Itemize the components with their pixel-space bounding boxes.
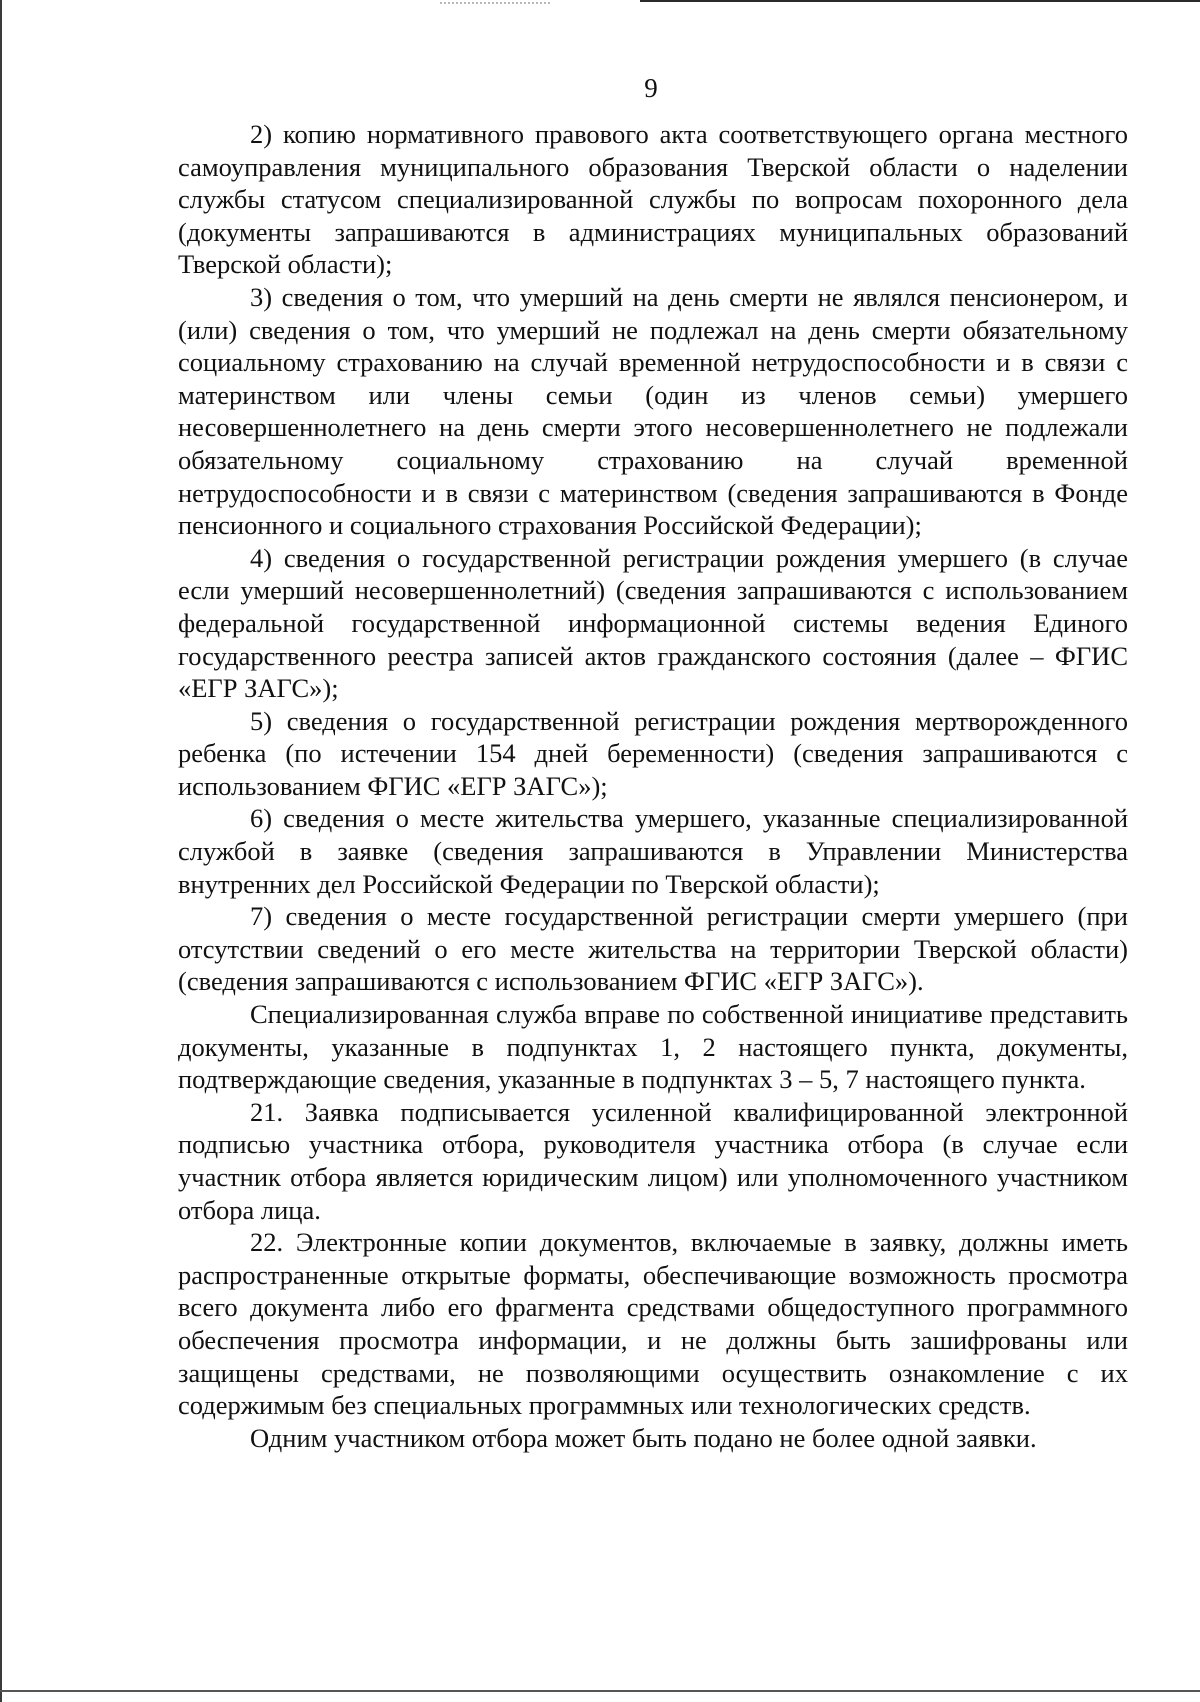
paragraph-item-22: 22. Электронные копии документов, включаемые в заявку, должны иметь распространенные открытые форматы, обеспечивающие возможность просмотра всего документа либо его фрагмента средствами общедоступного программного обеспечения просмотра информации, и не должны быть зашифрованы или защищены средствами, не позволяющими осуществить ознакомление с их содержимым без специальных программных или технологических средств.: [178, 1227, 1128, 1421]
document-body: [178, 118, 1128, 1454]
scan-border-top: [640, 0, 1200, 2]
page-number: 9: [644, 73, 658, 103]
paragraph-subitem-4: 4) сведения о государственной регистрации рождения умершего (в случае если умерший несовершеннолетний) (сведения запрашиваются с использованием федеральной государственной информационной системы ведения Единого государственного реестра записей актов гражданского состояния (далее – ФГИС «ЕГР ЗАГС»);: [178, 542, 1128, 704]
paragraph-specialized-service: Специализированная служба вправе по собственной инициативе представить документы, указанные в подпунктах 1, 2 настоящего пункта, документы, подтверждающие сведения, указанные в подпунктах 3 – 5, 7 настоящего пункта.: [178, 999, 1128, 1095]
paragraph-one-application: Одним участником отбора может быть подано не более одной заявки.: [250, 1422, 1037, 1453]
scan-border-bottom: [0, 1690, 1200, 1692]
paragraph-subitem-5: 5) сведения о государственной регистрации рождения мертворожденного ребенка (по истечении 154 дней беременности) (сведения запрашиваются с использованием ФГИС «ЕГР ЗАГС»);: [178, 705, 1128, 801]
paragraph-subitem-3: 3) сведения о том, что умерший на день смерти не являлся пенсионером, и (или) сведения о том, что умерший не подлежал на день смерти обязательному социальному страхованию на случай временной нетрудоспособности и в связи с материнством или члены семьи (один из членов семьи) умершего несовершеннолетнего на день смерти этого несовершеннолетнего не подлежали обязательному социальному страхованию на случай временной нетрудоспособности и в связи с материнством (сведения запрашиваются в Фонде пенсионного и социального страхования Российской Федерации);: [178, 281, 1128, 541]
scan-border-left: [0, 0, 2, 1702]
scan-noise: [440, 2, 550, 10]
paragraph-subitem-7: 7) сведения о месте государственной регистрации смерти умершего (при отсутствии сведений о его месте жительства на территории Тверской области) (сведения запрашиваются с использованием ФГИС «ЕГР ЗАГС»).: [178, 901, 1128, 997]
paragraph-subitem-6: 6) сведения о месте жительства умершего, указанные специализированной службой в заявке (сведения запрашиваются в Управлении Министерства внутренних дел Российской Федерации по Тверской области);: [178, 803, 1128, 899]
paragraph-item-21: 21. Заявка подписывается усиленной квалифицированной электронной подписью участника отбора, руководителя участника отбора (в случае если участник отбора является юридическим лицом) или уполномоченного участником отбора лица.: [178, 1096, 1128, 1225]
paragraph-subitem-2: 2) копию нормативного правового акта соответствующего органа местного самоуправления муниципального образования Тверской области о наделении службы статусом специализированной службы по вопросам похоронного дела (документы запрашиваются в администрациях муниципальных образований Тверской области);: [178, 119, 1128, 280]
